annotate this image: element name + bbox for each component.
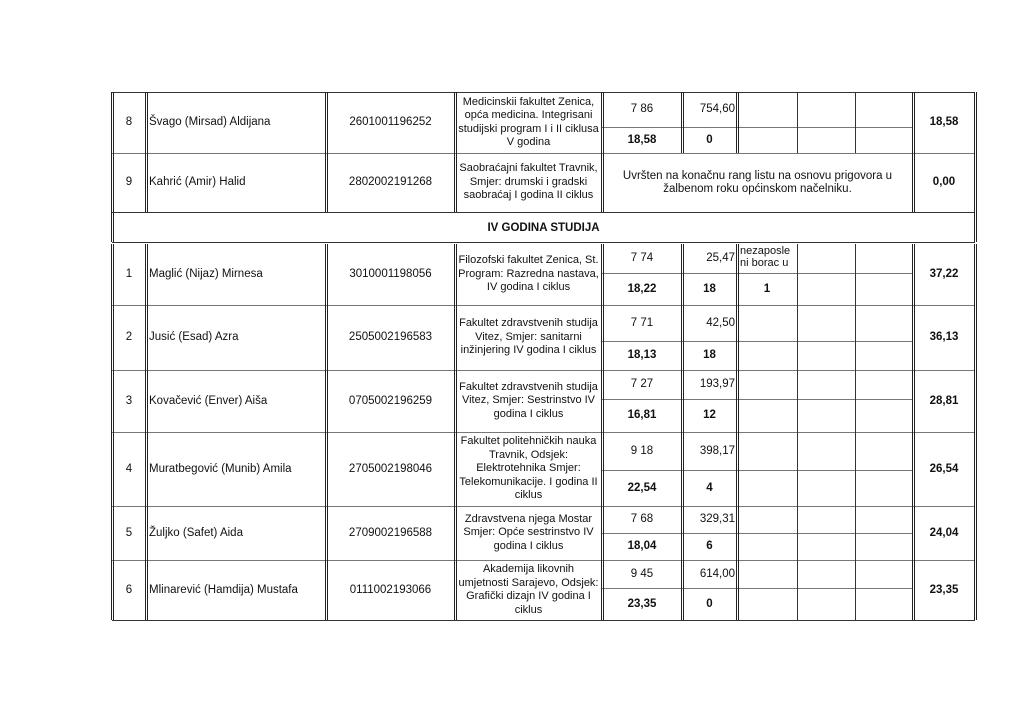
column-divider	[855, 305, 856, 370]
score-cell-1-top: 9 45	[630, 567, 654, 580]
score-cell-3-bottom: 1	[763, 282, 771, 295]
column-divider	[797, 560, 798, 620]
faculty-cell: Filozofski fakultet Zenica, St. Program: Razredna nastava, IV godina I ciklus	[458, 254, 599, 294]
score-cell-3-top	[737, 370, 797, 399]
column-divider	[974, 212, 977, 242]
jmbg-cell: 2802002191268	[348, 176, 433, 188]
jmbg-cell: 3010001198056	[349, 268, 432, 280]
rank-cell: 6	[125, 583, 133, 596]
column-divider	[145, 244, 148, 620]
score-cell-2-bottom: 0	[706, 597, 713, 610]
score-cell-3-bottom	[737, 533, 797, 560]
score-cell-2-bottom: 4	[706, 481, 713, 494]
score-cell-3-top	[737, 506, 797, 533]
rank-cell: 3	[125, 394, 133, 407]
name-cell: Mlinarević (Hamdija) Mustafa	[149, 583, 298, 596]
total-cell: 37,22	[929, 268, 959, 280]
column-divider	[111, 244, 114, 620]
score-cell-1-top: 7 27	[630, 378, 654, 390]
rank-cell: 5	[125, 526, 133, 539]
faculty-cell: Saobraćajni fakultet Travnik, Smjer: drumski i gradski saobraćaj I godina II ciklus	[459, 162, 598, 202]
score-cell-2-top: 42,50	[706, 316, 735, 329]
rank-cell: 2	[125, 331, 133, 343]
score-cell-1-bottom: 18,04	[627, 540, 657, 552]
score-cell-3-bottom	[737, 399, 797, 432]
faculty-cell: Akademija likovnih umjetnosti Sarajevo, Odsjek: Grafički dizajn IV godina I ciklus	[458, 563, 599, 616]
row-divider	[602, 273, 913, 274]
column-divider	[601, 244, 604, 620]
section-header: IV GODINA STUDIJA	[487, 221, 600, 234]
faculty-cell: Medicinskii fakultet Zenica, opća medicina. Integrisani studijski program I i II ciklusa V godina	[458, 95, 599, 148]
score-cell-3-bottom	[737, 470, 797, 506]
column-divider	[681, 244, 684, 620]
name-cell: Maglić (Nijaz) Mirnesa	[149, 268, 263, 280]
score-cell-2-bottom: 6	[706, 540, 713, 552]
column-divider	[736, 244, 739, 620]
score-cell-2-bottom: 12	[703, 409, 716, 421]
appeal-note: Uvršten na konačnu rang listu na osnovu prigovora u žalbenom roku općinskom načelniku.	[622, 169, 893, 195]
rank-cell: 9	[125, 176, 133, 188]
score-cell-3-bottom	[737, 127, 797, 153]
jmbg-cell: 0111002193066	[349, 583, 432, 596]
column-divider	[855, 244, 856, 305]
name-cell: Kovačević (Enver) Aiša	[149, 394, 268, 407]
row-divider	[602, 588, 913, 589]
name-cell: Žuljko (Safet) Aida	[149, 526, 243, 539]
score-cell-1-bottom: 18,58	[627, 133, 657, 146]
jmbg-cell: 2709002196588	[348, 526, 433, 539]
score-cell-1-top: 7 74	[630, 252, 654, 264]
total-cell: 26,54	[929, 462, 959, 475]
column-divider	[912, 92, 915, 212]
column-divider	[797, 506, 798, 560]
column-divider	[454, 244, 457, 620]
row-divider	[112, 212, 975, 213]
name-cell: Muratbegović (Munib) Amila	[149, 462, 292, 475]
jmbg-cell: 2705002198046	[348, 462, 433, 475]
column-divider	[974, 244, 977, 620]
score-cell-2-bottom: 18	[703, 349, 716, 361]
score-cell-2-top: 754,60	[699, 103, 735, 115]
row-divider	[602, 533, 913, 534]
column-divider	[855, 506, 856, 560]
score-cell-3-top	[737, 305, 797, 341]
score-cell-1-bottom: 18,13	[627, 349, 657, 361]
column-divider	[855, 432, 856, 506]
column-divider	[111, 212, 114, 242]
column-divider	[855, 92, 856, 153]
row-divider	[602, 470, 913, 471]
score-cell-3-top	[737, 560, 797, 588]
column-divider	[974, 92, 977, 212]
score-cell-1-top: 7 68	[630, 513, 654, 525]
score-cell-1-bottom: 23,35	[627, 597, 657, 610]
faculty-cell: Fakultet zdravstvenih studija Vitez, Smjer: Sestrinstvo IV godina I ciklus	[459, 380, 598, 420]
column-divider	[912, 244, 915, 620]
score-cell-1-bottom: 16,81	[627, 409, 657, 421]
score-cell-1-top: 9 18	[630, 444, 654, 457]
score-cell-2-bottom: 0	[706, 133, 713, 146]
column-divider	[454, 92, 457, 212]
score-cell-3-top	[737, 432, 797, 470]
score-cell-1-bottom: 18,22	[627, 282, 657, 295]
score-cell-2-top: 614,00	[699, 567, 735, 580]
score-cell-2-top: 329,31	[699, 513, 735, 525]
column-divider	[325, 244, 328, 620]
faculty-cell: Fakultet zdravstvenih studija Vitez, Smjer: sanitarni inžinjering IV godina I ciklus	[459, 317, 598, 357]
score-cell-2-top: 398,17	[699, 444, 735, 457]
row-divider	[112, 620, 975, 621]
row-divider	[602, 341, 913, 342]
row-divider	[112, 242, 975, 243]
score-cell-2-bottom: 18	[703, 282, 716, 295]
faculty-cell: Fakultet politehničkih nauka Travnik, Odsjek: Elektrotehnika Smjer: Telekomunikacije. I godina II ciklus	[459, 435, 598, 502]
rank-cell: 4	[125, 462, 133, 475]
name-cell: Švago (Mirsad) Aldijana	[149, 116, 271, 128]
score-cell-3-bottom	[737, 341, 797, 370]
jmbg-cell: 0705002196259	[348, 394, 433, 407]
rank-cell: 8	[125, 116, 133, 128]
faculty-cell: Zdravstvena njega Mostar Smjer: Opće sestrinstvo IV godina I ciklus	[463, 512, 594, 552]
score-cell-1-bottom: 22,54	[627, 481, 657, 494]
column-divider	[797, 92, 798, 153]
total-cell: 23,35	[929, 583, 959, 596]
score-cell-1-top: 7 86	[630, 103, 654, 115]
score-cell-3-bottom	[737, 588, 797, 620]
total-cell: 0,00	[932, 176, 956, 188]
column-divider	[681, 92, 684, 153]
total-cell: 28,81	[929, 394, 959, 407]
column-divider	[797, 370, 798, 432]
column-divider	[601, 92, 604, 212]
column-divider	[797, 432, 798, 506]
total-cell: 24,04	[929, 526, 959, 539]
column-divider	[855, 370, 856, 432]
row-divider	[602, 399, 913, 400]
column-divider	[111, 92, 114, 212]
column-divider	[855, 560, 856, 620]
total-cell: 36,13	[929, 331, 959, 343]
row-divider	[602, 127, 913, 128]
jmbg-cell: 2505002196583	[348, 331, 433, 343]
column-divider	[736, 92, 739, 153]
column-divider	[797, 305, 798, 370]
jmbg-cell: 2601001196252	[349, 116, 432, 128]
column-divider	[797, 244, 798, 305]
score-cell-1-top: 7 71	[630, 316, 654, 329]
column-divider	[325, 92, 328, 212]
name-cell: Kahrić (Amir) Halid	[149, 176, 246, 188]
score-cell-2-top: 193,97	[699, 378, 735, 390]
rank-cell: 1	[125, 268, 133, 280]
score-cell-3-top	[737, 92, 797, 127]
score-cell-3-top: nezaposle ni borac u	[740, 245, 791, 269]
total-cell: 18,58	[929, 116, 959, 128]
name-cell: Jusić (Esad) Azra	[149, 331, 239, 343]
score-cell-2-top: 25,47	[706, 252, 735, 264]
column-divider	[145, 92, 148, 212]
